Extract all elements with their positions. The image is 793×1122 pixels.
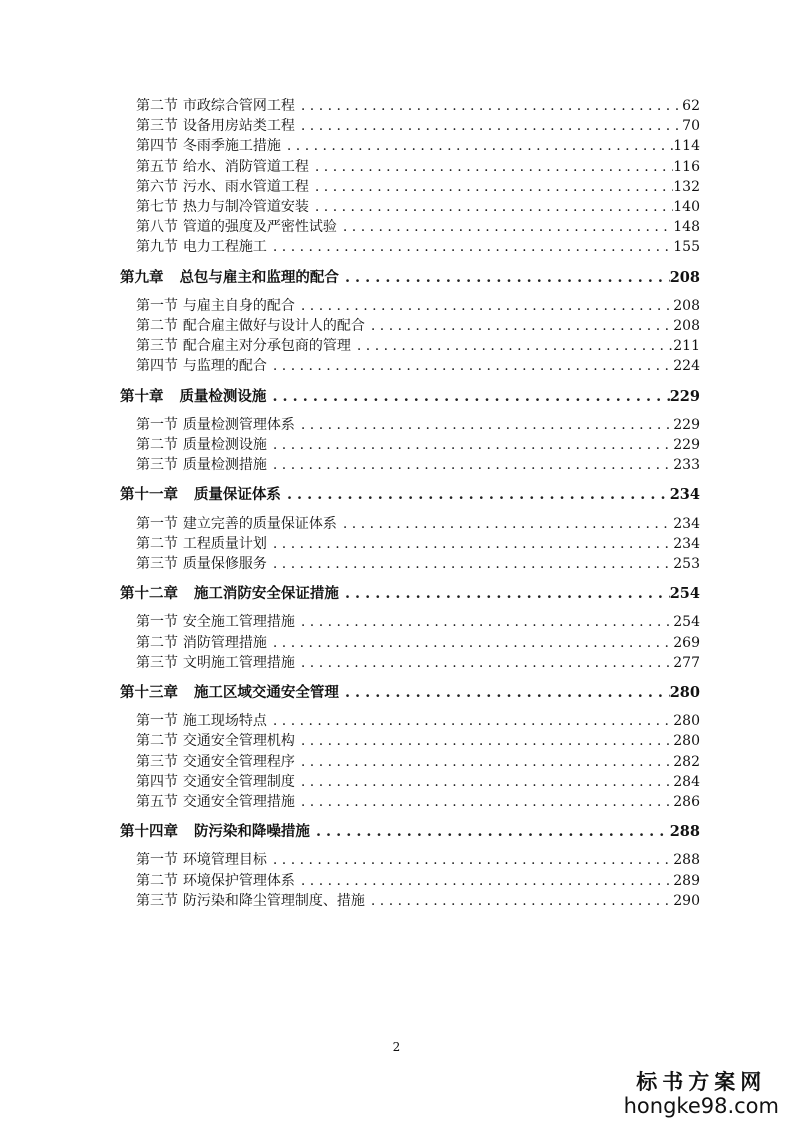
toc-entry-number: 第三节	[136, 753, 178, 770]
toc-entry-title: 给水、消防管道工程	[182, 158, 309, 175]
page-number: 2	[392, 1040, 401, 1054]
toc-entry-number: 第一节	[136, 852, 178, 869]
toc-entry-label	[136, 533, 267, 553]
toc-entry-page: 253	[673, 556, 700, 572]
toc-entry-page: 288	[673, 852, 700, 869]
toc-section-entry	[136, 791, 700, 811]
toc-section-entry	[136, 156, 700, 176]
toc-entry-number: 第十一章	[120, 486, 178, 504]
toc-entry-page: 229	[669, 387, 700, 405]
toc-entry-page: 208	[673, 297, 700, 314]
toc-leader-dots	[295, 774, 673, 790]
toc-chapter-entry	[120, 385, 700, 406]
toc-entry-page: 148	[673, 219, 700, 236]
toc-entry-title: 质量保修服务	[182, 556, 267, 572]
toc-entry-label	[136, 611, 295, 631]
toc-entry-title: 安全施工管理措施	[182, 614, 295, 631]
toc-entry-number: 第十四章	[120, 823, 178, 841]
toc-entry-page: 155	[673, 239, 700, 256]
toc-entry-title: 管道的强度及严密性试验	[182, 219, 337, 236]
toc-leader-dots	[351, 338, 673, 354]
toc-leader-dots	[267, 358, 673, 374]
toc-leader-dots	[309, 179, 673, 195]
toc-entry-number: 第二节	[136, 733, 178, 750]
toc-leader-dots	[309, 159, 673, 175]
toc-entry-label	[120, 266, 339, 287]
toc-leader-dots	[337, 516, 673, 532]
toc-entry-number: 第三节	[136, 556, 178, 572]
toc-entry-title: 交通安全管理机构	[182, 733, 295, 750]
toc-entry-label	[136, 890, 365, 910]
toc-entry-label	[136, 771, 295, 791]
toc-chapter-entry	[120, 820, 700, 841]
toc-entry-title: 文明施工管理措施	[182, 654, 295, 671]
toc-entry-page: 254	[669, 585, 700, 603]
toc-entry-page: 234	[673, 535, 700, 552]
toc-entry-label	[136, 553, 267, 573]
toc-leader-dots	[365, 318, 673, 334]
toc-leader-dots	[339, 684, 670, 701]
toc-entry-number: 第一节	[136, 416, 178, 433]
toc-entry-number: 第三节	[136, 118, 178, 135]
toc-entry-label	[136, 135, 281, 155]
toc-entry-label	[136, 849, 267, 869]
toc-entry-number: 第十三章	[120, 684, 178, 701]
toc-entry-number: 第六节	[136, 178, 178, 195]
toc-entry-page: 286	[673, 794, 700, 810]
toc-entry-label	[136, 156, 309, 176]
toc-entry-number: 第一节	[136, 713, 178, 730]
toc-section-entry	[136, 611, 700, 631]
toc-entry-title: 质量保证体系	[193, 486, 281, 504]
toc-leader-dots	[295, 733, 673, 749]
toc-entry-number: 第二节	[136, 634, 178, 651]
toc-leader-dots	[295, 118, 682, 134]
toc-entry-label	[136, 216, 337, 236]
toc-section-entry	[136, 533, 700, 553]
toc-entry-number: 第二节	[136, 872, 178, 889]
toc-entry-label	[136, 454, 267, 474]
toc-section-entry	[136, 196, 700, 216]
toc-entry-label	[136, 315, 365, 335]
toc-leader-dots	[365, 893, 673, 909]
toc-entry-title: 交通安全管理措施	[182, 794, 295, 810]
toc-leader-dots	[267, 457, 673, 473]
toc-entry-label	[136, 236, 267, 256]
toc-section-entry	[136, 295, 700, 315]
toc-entry-label	[136, 632, 267, 652]
toc-leader-dots	[267, 239, 673, 255]
toc-section-entry	[136, 115, 700, 135]
toc-entry-page: 62	[682, 98, 700, 114]
toc-section-entry	[136, 730, 700, 750]
toc-entry-page: 224	[673, 358, 700, 375]
toc-section-entry	[136, 135, 700, 155]
toc-entry-title: 施工消防安全保证措施	[193, 585, 339, 603]
toc-entry-title: 建立完善的质量保证体系	[182, 515, 337, 532]
toc-section-entry	[136, 414, 700, 434]
toc-entry-number: 第四节	[136, 138, 178, 155]
toc-leader-dots	[295, 794, 673, 810]
toc-entry-label	[136, 710, 267, 730]
toc-entry-number: 第三节	[136, 892, 178, 909]
toc-section-entry	[136, 355, 700, 375]
toc-section-entry	[136, 890, 700, 910]
toc-entry-label	[136, 751, 295, 771]
toc-entry-title: 质量检测设施	[182, 437, 267, 453]
toc-entry-title: 交通安全管理程序	[182, 753, 295, 770]
toc-entry-title: 电力工程施工	[182, 239, 267, 256]
toc-entry-page: 233	[673, 457, 700, 474]
watermark-logo	[624, 1066, 779, 1118]
toc-entry-page: 229	[673, 437, 700, 453]
toc-entry-number: 第四节	[136, 358, 178, 375]
toc-entry-page: 288	[669, 823, 700, 841]
toc-entry-number: 第九章	[120, 268, 164, 286]
toc-leader-dots	[295, 298, 673, 314]
toc-entry-number: 第二节	[136, 535, 178, 552]
toc-section-entry	[136, 216, 700, 236]
toc-entry-title: 配合雇主做好与设计人的配合	[182, 318, 365, 334]
toc-section-entry	[136, 454, 700, 474]
toc-entry-page: 70	[682, 118, 700, 135]
toc-section-entry	[136, 632, 700, 652]
toc-leader-dots	[281, 138, 673, 154]
toc-entry-title: 总包与雇主和监理的配合	[179, 268, 339, 286]
toc-entry-title: 市政综合管网工程	[182, 98, 295, 114]
toc-section-entry	[136, 751, 700, 771]
toc-leader-dots	[337, 219, 673, 235]
toc-entry-number: 第四节	[136, 773, 178, 790]
toc-entry-number: 第五节	[136, 158, 178, 175]
toc-entry-page: 229	[673, 416, 700, 433]
toc-section-entry	[136, 335, 700, 355]
toc-entry-page: 290	[673, 892, 700, 909]
watermark-url: hongke98.com	[623, 1094, 779, 1118]
toc-entry-title: 质量检测措施	[182, 457, 267, 474]
toc-entry-number: 第一节	[136, 614, 178, 631]
toc-section-entry	[136, 710, 700, 730]
toc-entry-number: 第十二章	[120, 585, 178, 603]
watermark-title: 标书方案网	[636, 1069, 767, 1094]
toc-entry-number: 第三节	[136, 654, 178, 671]
toc-section-entry	[136, 236, 700, 256]
toc-entry-label	[120, 385, 266, 406]
toc-entry-number: 第一节	[136, 297, 178, 314]
toc-entry-page: 114	[673, 138, 700, 155]
toc-entry-label	[136, 513, 337, 533]
toc-entry-label	[120, 820, 310, 841]
toc-entry-page: 208	[673, 318, 700, 334]
toc-section-entry	[136, 315, 700, 335]
toc-entry-label	[136, 335, 351, 355]
toc-entry-label	[136, 115, 295, 135]
toc-entry-label	[120, 681, 339, 702]
toc-entry-title: 环境保护管理体系	[182, 872, 295, 889]
toc-entry-label	[136, 652, 295, 672]
toc-entry-title: 工程质量计划	[182, 535, 267, 552]
toc-entry-number: 第七节	[136, 199, 178, 215]
toc-section-entry	[136, 870, 700, 890]
toc-leader-dots	[267, 536, 673, 552]
toc-entry-title: 与监理的配合	[182, 358, 267, 375]
toc-entry-page: 234	[669, 486, 700, 504]
toc-leader-dots	[281, 486, 670, 503]
toc-entry-number: 第五节	[136, 794, 178, 810]
toc-entry-label	[136, 95, 295, 115]
toc-entry-label	[136, 870, 295, 890]
toc-entry-number: 第一节	[136, 515, 178, 532]
toc-entry-page: 284	[673, 773, 700, 790]
toc-entry-title: 热力与制冷管道安装	[182, 199, 309, 215]
toc-entry-label	[136, 434, 267, 454]
toc-section-entry	[136, 513, 700, 533]
toc-leader-dots	[295, 614, 673, 630]
toc-leader-dots	[267, 852, 673, 868]
toc-section-entry	[136, 771, 700, 791]
toc-entry-number: 第三节	[136, 338, 178, 355]
toc-entry-title: 施工现场特点	[182, 713, 267, 730]
toc-entry-number: 第二节	[136, 318, 178, 334]
toc-entry-title: 消防管理措施	[182, 634, 267, 651]
toc-leader-dots	[339, 585, 670, 602]
toc-chapter-entry	[120, 681, 700, 702]
toc-entry-number: 第二节	[136, 437, 178, 453]
toc-entry-page: 211	[673, 338, 700, 355]
toc-entry-page: 280	[673, 733, 700, 750]
toc-entry-number: 第九节	[136, 239, 178, 256]
toc-entry-title: 防污染和降噪措施	[193, 823, 310, 841]
toc-leader-dots	[310, 823, 670, 840]
toc-section-entry	[136, 652, 700, 672]
toc-leader-dots	[295, 98, 682, 114]
toc-entry-title: 环境管理目标	[182, 852, 267, 869]
toc-entry-page: 254	[673, 614, 700, 631]
toc-entry-number: 第八节	[136, 219, 178, 236]
toc-entry-page: 282	[673, 753, 700, 770]
toc-entry-number: 第二节	[136, 98, 178, 114]
toc-section-entry	[136, 849, 700, 869]
toc-entry-page: 132	[673, 178, 700, 195]
toc-entry-label	[120, 483, 281, 504]
toc-entry-label	[136, 196, 309, 216]
toc-entry-page: 140	[673, 199, 700, 215]
toc-entry-number: 第十章	[120, 387, 164, 405]
toc-entry-page: 208	[669, 268, 700, 286]
toc-entry-title: 质量检测设施	[179, 387, 267, 405]
toc-entry-page: 277	[673, 654, 700, 671]
toc-section-entry	[136, 434, 700, 454]
toc-entry-label	[136, 295, 295, 315]
toc-entry-title: 与雇主自身的配合	[182, 297, 295, 314]
toc-leader-dots	[295, 754, 673, 770]
toc-entry-title: 交通安全管理制度	[182, 773, 295, 790]
toc-entry-title: 配合雇主对分承包商的管理	[182, 338, 351, 355]
toc-entry-label	[136, 791, 295, 811]
toc-leader-dots	[295, 655, 673, 671]
toc-entry-title: 设备用房站类工程	[182, 118, 295, 135]
toc-entry-page: 280	[669, 684, 700, 701]
toc-leader-dots	[267, 437, 673, 453]
toc-leader-dots	[339, 269, 670, 286]
toc-entry-page: 269	[673, 634, 700, 651]
toc-entry-label	[136, 414, 295, 434]
toc-chapter-entry	[120, 266, 700, 287]
toc-chapter-entry	[120, 483, 700, 504]
toc-leader-dots	[267, 713, 673, 729]
toc-leader-dots	[295, 873, 673, 889]
toc-section-entry	[136, 553, 700, 573]
toc-entry-title: 污水、雨水管道工程	[182, 178, 309, 195]
toc-leader-dots	[309, 199, 673, 215]
toc-entry-label	[136, 176, 309, 196]
toc-section-entry	[136, 95, 700, 115]
toc-leader-dots	[266, 388, 669, 405]
toc-entry-title: 防污染和降尘管理制度、措施	[182, 892, 365, 909]
toc-entry-label	[120, 582, 339, 603]
toc-entry-title: 施工区域交通安全管理	[193, 684, 339, 701]
toc-entry-label	[136, 730, 295, 750]
toc-leader-dots	[267, 635, 673, 651]
toc-entry-page: 116	[673, 158, 700, 175]
toc-entry-title: 质量检测管理体系	[182, 416, 295, 433]
toc-entry-page: 234	[673, 515, 700, 532]
toc-entry-page: 289	[673, 872, 700, 889]
toc-leader-dots	[295, 417, 673, 433]
toc-entry-number: 第三节	[136, 457, 178, 474]
toc-chapter-entry	[120, 582, 700, 603]
toc-leader-dots	[267, 556, 673, 572]
toc-entry-page: 280	[673, 713, 700, 730]
toc-section-entry	[136, 176, 700, 196]
toc-entry-label	[136, 355, 267, 375]
toc-entry-title: 冬雨季施工措施	[182, 138, 281, 155]
